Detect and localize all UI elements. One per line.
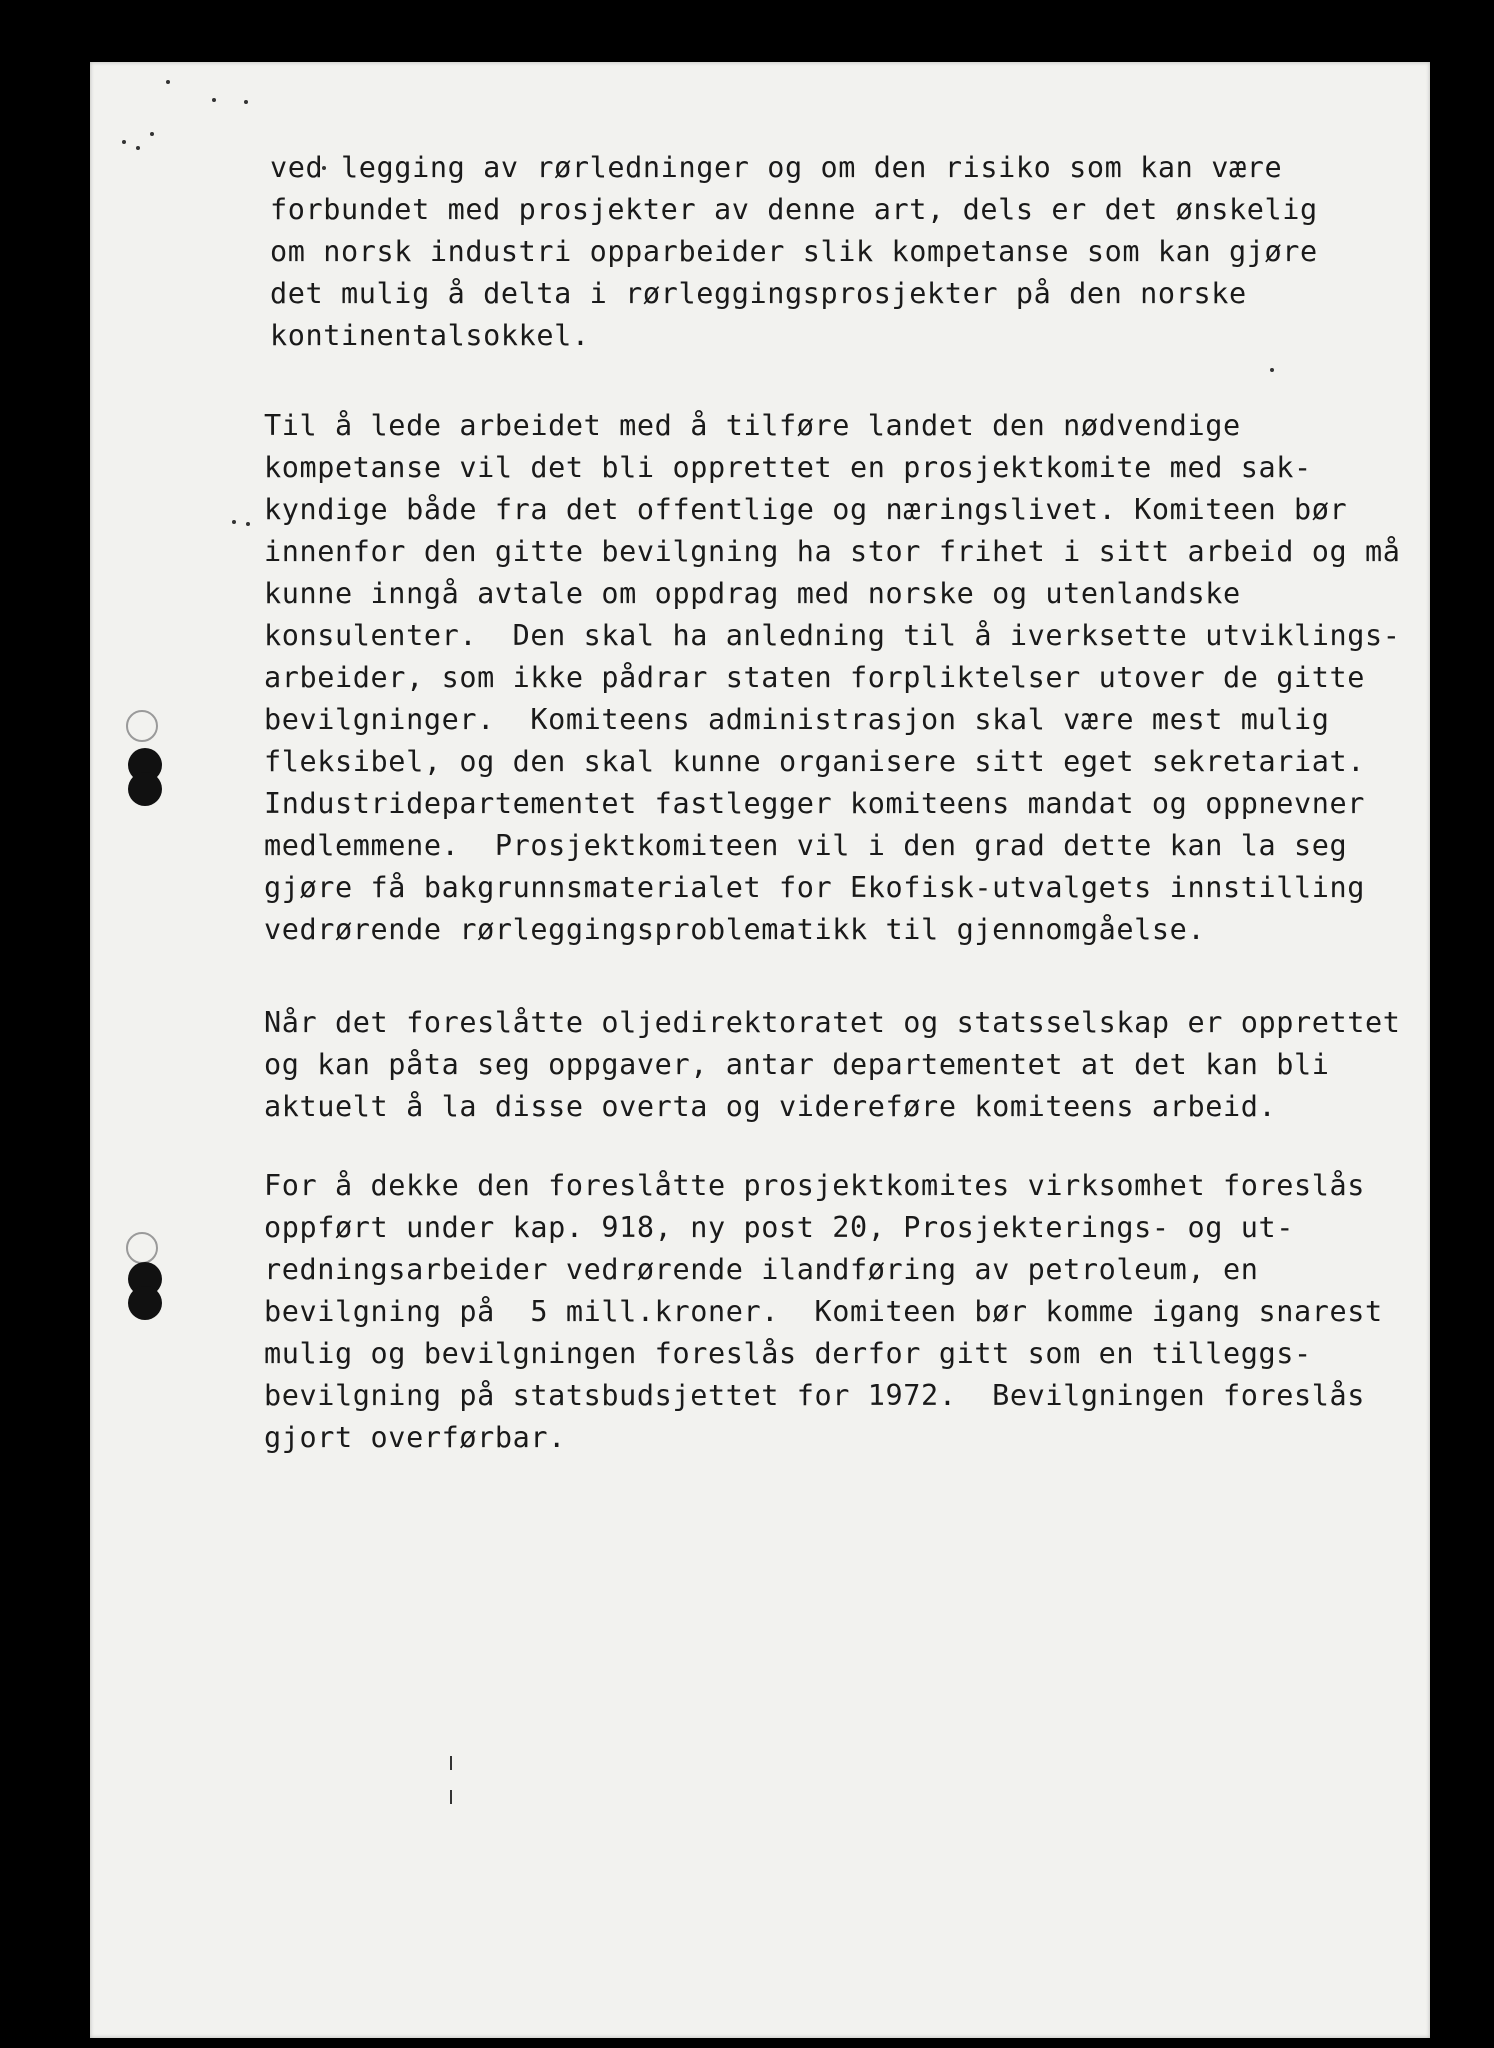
text-line: ved legging av rørledninger og om den risiko som kan være <box>270 151 1283 184</box>
text-line: gjort overførbar. <box>264 1421 566 1454</box>
text-line: kyndige både fra det offentlige og næringslivet. Komiteen bør <box>264 493 1348 526</box>
text-line: medlemmene. Prosjektkomiteen vil i den grad dette kan la seg <box>264 829 1348 862</box>
text-line: forbundet med prosjekter av denne art, dels er det ønskelig <box>270 193 1318 226</box>
text-line: innenfor den gitte bevilgning ha stor frihet i sitt arbeid og må <box>264 535 1401 568</box>
paragraph <box>264 405 1434 951</box>
text-line: kompetanse vil det bli opprettet en prosjektkomite med sak- <box>264 451 1312 484</box>
text-line: redningsarbeider vedrørende ilandføring av petroleum, en <box>264 1253 1259 1286</box>
punch-hole-ring <box>126 710 158 742</box>
text-line: Når det foreslåtte oljedirektoratet og statsselskap er opprettet <box>264 1006 1401 1039</box>
text-line: og kan påta seg oppgaver, antar departementet at det kan bli <box>264 1048 1330 1081</box>
text-line: fleksibel, og den skal kunne organisere sitt eget sekretariat. <box>264 745 1366 778</box>
paragraph <box>270 147 1440 357</box>
text-line: oppført under kap. 918, ny post 20, Prosjekterings- og ut- <box>264 1211 1294 1244</box>
text-line: kunne inngå avtale om oppdrag med norske og utenlandske <box>264 577 1241 610</box>
paper-speck <box>122 140 126 144</box>
text-line: vedrørende rørleggingsproblematikk til gjennomgåelse. <box>264 913 1206 946</box>
text-line: mulig og bevilgningen foreslås derfor gitt som en tilleggs- <box>264 1337 1312 1370</box>
paper-speck <box>1270 368 1274 372</box>
text-line: bevilgning på statsbudsjettet for 1972. Bevilgningen foreslås <box>264 1379 1366 1412</box>
text-line: bevilgninger. Komiteens administrasjon skal være mest mulig <box>264 703 1330 736</box>
text-line: kontinentalsokkel. <box>270 319 590 352</box>
paper-mark <box>450 1756 452 1770</box>
text-line: det mulig å delta i rørleggingsprosjekter på den norske <box>270 277 1247 310</box>
paper-speck <box>232 520 236 524</box>
paper-speck <box>212 98 216 102</box>
punch-hole <box>128 1286 162 1320</box>
paper-speck <box>150 132 154 136</box>
paper-speck <box>136 146 140 150</box>
punch-hole-ring <box>126 1232 158 1264</box>
paper-speck <box>244 100 248 104</box>
text-line: om norsk industri opparbeider slik kompetanse som kan gjøre <box>270 235 1318 268</box>
text-line: aktuelt å la disse overta og videreføre komiteens arbeid. <box>264 1090 1277 1123</box>
punch-hole <box>128 772 162 806</box>
text-line: bevilgning på 5 mill.kroner. Komiteen bør komme igang snarest <box>264 1295 1383 1328</box>
text-line: konsulenter. Den skal ha anledning til å iverksette utviklings- <box>264 619 1401 652</box>
paper-speck <box>246 522 250 526</box>
paper-speck <box>166 80 170 84</box>
text-line: For å dekke den foreslåtte prosjektkomites virksomhet foreslås <box>264 1169 1366 1202</box>
text-line: Industridepartementet fastlegger komiteens mandat og oppnevner <box>264 787 1366 820</box>
paragraph <box>264 1002 1434 1128</box>
text-line: arbeider, som ikke pådrar staten forpliktelser utover de gitte <box>264 661 1366 694</box>
paper-mark <box>450 1790 452 1804</box>
paragraph <box>264 1165 1434 1459</box>
text-line: gjøre få bakgrunnsmaterialet for Ekofisk-utvalgets innstilling <box>264 871 1366 904</box>
text-line: Til å lede arbeidet med å tilføre landet den nødvendige <box>264 409 1241 442</box>
